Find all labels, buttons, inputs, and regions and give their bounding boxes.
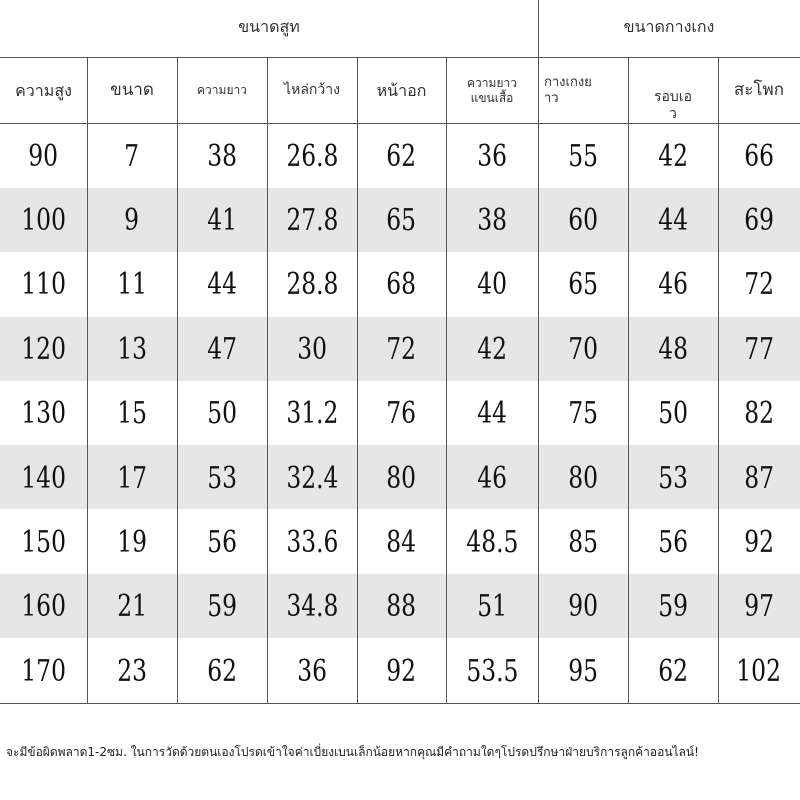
- table-cell: [357, 510, 446, 574]
- cell-value: 44: [207, 267, 237, 303]
- table-cell: [628, 510, 718, 574]
- table-cell: [177, 253, 267, 317]
- cell-value: 130: [21, 396, 66, 432]
- cell-value: 110: [21, 267, 66, 303]
- column-header-sleeve-length: ความยาว แขนเสื้อ: [467, 76, 517, 105]
- cell-value: 62: [658, 653, 688, 689]
- table-cell: [446, 188, 538, 252]
- table-cell: [718, 382, 800, 446]
- cell-value: 72: [744, 267, 774, 303]
- cell-value: 13: [117, 331, 147, 367]
- table-cell: [0, 124, 87, 188]
- table-cell: [357, 639, 446, 703]
- column-header-height: ความสูง: [15, 80, 72, 100]
- column-header-shoulder-width: ไหล่กว้าง: [284, 82, 340, 99]
- table-cell: [446, 253, 538, 317]
- table-cell: [628, 253, 718, 317]
- cell-value: 21: [117, 589, 147, 625]
- cell-value: 75: [568, 396, 598, 432]
- table-cell: [446, 317, 538, 381]
- column-header-hip: สะโพก: [733, 80, 785, 101]
- cell-value: 62: [207, 653, 237, 689]
- table-cell: [718, 446, 800, 510]
- cell-value: 38: [207, 138, 237, 174]
- cell-value: 92: [744, 525, 774, 561]
- table-cell: [718, 253, 800, 317]
- table-cell: [177, 188, 267, 252]
- table-cell: [0, 446, 87, 510]
- column-header-chest: หน้าอก: [376, 80, 427, 100]
- table-cell: [177, 510, 267, 574]
- cell-value: 26.8: [285, 138, 339, 174]
- cell-value: 28.8: [285, 267, 339, 303]
- table-cell: [267, 446, 357, 510]
- table-cell: [87, 124, 177, 188]
- cell-value: 56: [207, 525, 237, 561]
- cell-value: 90: [28, 138, 59, 174]
- table-cell: [267, 639, 357, 703]
- column-header-size: ขนาด: [110, 80, 154, 101]
- suit-size-header: ขนาดสูท: [238, 16, 300, 36]
- table-cell: [177, 124, 267, 188]
- grid-line: [0, 123, 800, 124]
- table-cell: [446, 382, 538, 446]
- pants-size-header: ขนาดกางเกง: [623, 16, 715, 36]
- table-cell: [628, 317, 718, 381]
- cell-value: 38: [477, 203, 507, 239]
- table-cell: [267, 124, 357, 188]
- table-cell: [446, 124, 538, 188]
- cell-value: 140: [21, 460, 66, 496]
- cell-value: 48: [658, 331, 688, 367]
- cell-value: 53: [658, 460, 688, 496]
- table-cell: [538, 446, 628, 510]
- table-cell: [177, 382, 267, 446]
- cell-value: 85: [568, 525, 598, 561]
- table-cell: [718, 124, 800, 188]
- table-cell: [0, 639, 87, 703]
- cell-value: 36: [477, 138, 507, 174]
- table-cell: [538, 575, 628, 639]
- table-cell: [718, 575, 800, 639]
- table-cell: [0, 317, 87, 381]
- cell-value: 47: [207, 331, 237, 367]
- grid-line: [718, 57, 719, 703]
- cell-value: 17: [117, 460, 147, 496]
- cell-value: 80: [386, 460, 417, 496]
- cell-value: 55: [568, 138, 598, 174]
- cell-value: 80: [568, 460, 598, 496]
- cell-value: 51: [477, 589, 507, 625]
- table-cell: [538, 188, 628, 252]
- table-cell: [718, 639, 800, 703]
- cell-value: 95: [568, 653, 598, 689]
- table-cell: [87, 317, 177, 381]
- cell-value: 36: [297, 653, 327, 689]
- grid-line: [0, 703, 800, 704]
- cell-value: 23: [117, 653, 147, 689]
- table-cell: [267, 510, 357, 574]
- grid-line: [267, 57, 268, 703]
- cell-value: 42: [658, 138, 688, 174]
- cell-value: 42: [477, 331, 507, 367]
- cell-value: 90: [568, 589, 598, 625]
- cell-value: 84: [386, 525, 417, 561]
- table-cell: [0, 253, 87, 317]
- cell-value: 60: [568, 203, 598, 239]
- table-cell: [718, 510, 800, 574]
- cell-value: 46: [658, 267, 688, 303]
- cell-value: 50: [658, 396, 688, 432]
- column-header-waist: รอบเอ ว: [653, 88, 692, 122]
- cell-value: 65: [568, 267, 598, 303]
- cell-value: 72: [386, 331, 417, 367]
- cell-value: 44: [658, 203, 688, 239]
- cell-value: 9: [124, 203, 140, 239]
- cell-value: 41: [207, 203, 237, 239]
- table-cell: [446, 639, 538, 703]
- table-cell: [628, 188, 718, 252]
- cell-value: 76: [386, 396, 417, 432]
- table-cell: [538, 317, 628, 381]
- cell-value: 77: [744, 331, 774, 367]
- table-cell: [177, 639, 267, 703]
- cell-value: 32.4: [285, 460, 339, 496]
- cell-value: 19: [117, 525, 147, 561]
- measurement-note: จะมีข้อผิดพลาด1-2ซม. ในการวัดด้วยตนเองโปรดเข้าใจค่าเบี่ยงเบนเล็กน้อยหากคุณมีคำถามใดๆโปรดปรึกษาฝ่ายบริการลูกค้าออนไลน์!: [6, 745, 699, 759]
- cell-value: 66: [744, 138, 774, 174]
- table-cell: [718, 188, 800, 252]
- table-cell: [87, 253, 177, 317]
- table-cell: [628, 382, 718, 446]
- cell-value: 160: [21, 589, 66, 625]
- cell-value: 102: [736, 653, 782, 689]
- grid-line: [177, 57, 178, 703]
- cell-value: 33.6: [285, 525, 339, 561]
- cell-value: 69: [744, 203, 774, 239]
- cell-value: 88: [386, 589, 417, 625]
- column-header-length: ความยาว: [197, 83, 247, 98]
- table-cell: [538, 639, 628, 703]
- cell-value: 15: [117, 396, 147, 432]
- table-cell: [177, 317, 267, 381]
- cell-value: 46: [477, 460, 507, 496]
- cell-value: 40: [477, 267, 507, 303]
- table-cell: [357, 446, 446, 510]
- cell-value: 62: [386, 138, 417, 174]
- cell-value: 44: [477, 396, 507, 432]
- table-cell: [0, 188, 87, 252]
- table-cell: [446, 510, 538, 574]
- cell-value: 65: [386, 203, 417, 239]
- table-cell: [357, 317, 446, 381]
- table-cell: [357, 124, 446, 188]
- cell-value: 82: [744, 396, 774, 432]
- table-cell: [538, 253, 628, 317]
- table-cell: [267, 188, 357, 252]
- grid-line: [357, 57, 358, 703]
- grid-line: [87, 57, 88, 703]
- cell-value: 120: [21, 331, 66, 367]
- table-cell: [538, 124, 628, 188]
- cell-value: 170: [21, 653, 66, 689]
- cell-value: 53: [207, 460, 237, 496]
- cell-value: 56: [658, 525, 688, 561]
- cell-value: 59: [207, 589, 237, 625]
- grid-line: [628, 57, 629, 703]
- table-cell: [87, 575, 177, 639]
- table-cell: [177, 446, 267, 510]
- grid-line: [538, 0, 539, 703]
- table-cell: [538, 510, 628, 574]
- table-cell: [446, 575, 538, 639]
- table-cell: [87, 510, 177, 574]
- cell-value: 27.8: [285, 203, 339, 239]
- cell-value: 87: [744, 460, 774, 496]
- table-cell: [538, 382, 628, 446]
- grid-line: [446, 57, 447, 703]
- table-cell: [628, 446, 718, 510]
- column-header-pants-length: กางเกงย าว: [544, 74, 592, 106]
- cell-value: 34.8: [285, 589, 339, 625]
- table-cell: [177, 575, 267, 639]
- table-cell: [267, 253, 357, 317]
- table-cell: [0, 575, 87, 639]
- table-cell: [628, 124, 718, 188]
- cell-value: 7: [124, 138, 140, 174]
- cell-value: 30: [297, 331, 327, 367]
- table-cell: [357, 382, 446, 446]
- table-cell: [628, 575, 718, 639]
- table-cell: [87, 639, 177, 703]
- table-cell: [267, 382, 357, 446]
- table-cell: [357, 253, 446, 317]
- table-cell: [87, 446, 177, 510]
- cell-value: 48.5: [465, 525, 519, 561]
- grid-line: [0, 57, 800, 58]
- table-cell: [87, 382, 177, 446]
- table-cell: [718, 317, 800, 381]
- cell-value: 59: [658, 589, 688, 625]
- table-cell: [628, 639, 718, 703]
- table-cell: [446, 446, 538, 510]
- table-cell: [87, 188, 177, 252]
- table-cell: [357, 188, 446, 252]
- cell-value: 68: [386, 267, 417, 303]
- table-cell: [0, 510, 87, 574]
- table-cell: [357, 575, 446, 639]
- cell-value: 97: [744, 589, 774, 625]
- cell-value: 50: [207, 396, 237, 432]
- cell-value: 53.5: [465, 653, 519, 689]
- table-cell: [267, 575, 357, 639]
- cell-value: 150: [21, 525, 66, 561]
- table-cell: [267, 317, 357, 381]
- cell-value: 100: [21, 203, 66, 239]
- cell-value: 92: [386, 653, 417, 689]
- cell-value: 31.2: [285, 396, 339, 432]
- cell-value: 11: [117, 267, 147, 303]
- cell-value: 70: [568, 331, 598, 367]
- table-cell: [0, 382, 87, 446]
